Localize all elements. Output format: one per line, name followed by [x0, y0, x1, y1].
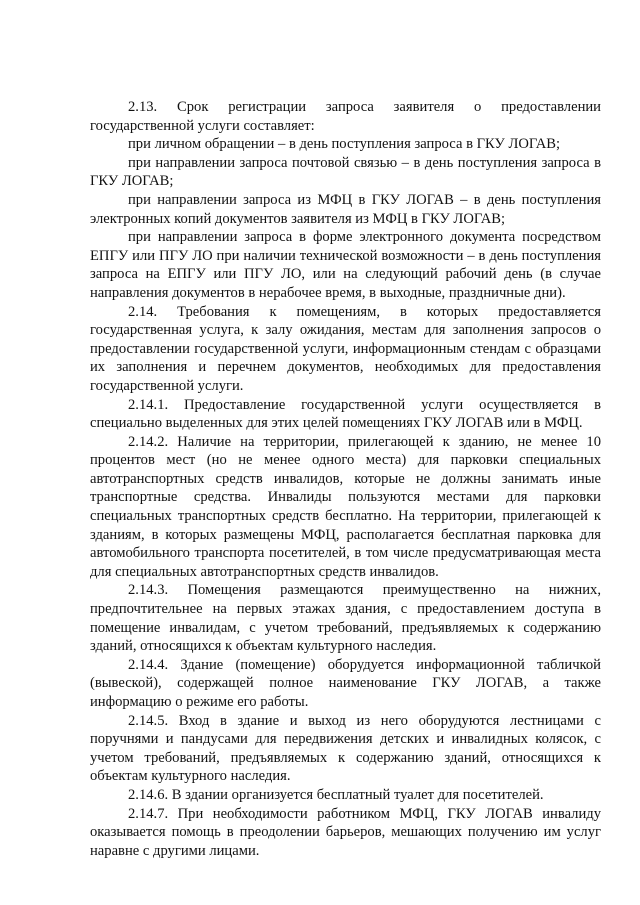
paragraph-2-14-1: 2.14.1. Предоставление государственной услуги осуществляется в специально выделенных для этих целей помещениях ГКУ ЛОГАВ или в МФЦ.	[90, 396, 601, 432]
paragraph-postal-request: при направлении запроса почтовой связью – в день поступления запроса в ГКУ ЛОГАВ;	[90, 154, 601, 190]
paragraph-2-14-5: 2.14.5. Вход в здание и выход из него оборудуются лестницами с поручнями и пандусами для передвижения детских и инвалидных колясок, с учетом требований, предъявляемых к содержанию зданий, относящихся к объектам культурного наследия.	[90, 712, 601, 785]
paragraph-2-14-6: 2.14.6. В здании организуется бесплатный туалет для посетителей.	[128, 786, 544, 803]
paragraph-2-14-3: 2.14.3. Помещения размещаются преимущественно на нижних, предпочтительнее на первых этажах здания, с предоставлением доступа в помещение инвалидам, с учетом требований, предъявляемых к содержанию зданий, относящихся к объектам культурного наследия.	[90, 582, 601, 655]
paragraph-2-14-4: 2.14.4. Здание (помещение) оборудуется информационной табличкой (вывеской), содержащей полное наименование ГКУ ЛОГАВ, а также информацию о режиме его работы.	[90, 656, 601, 710]
paragraph-2-13: 2.13. Срок регистрации запроса заявителя о предоставлении государственной услуги составляет:	[90, 99, 601, 134]
paragraph-electronic-request: при направлении запроса в форме электронного документа посредством ЕПГУ или ПГУ ЛО при наличии технической возможности – в день поступления запроса на ЕПГУ или ПГУ ЛО, или на следующий рабочий день (в случае направления документов в нерабочее время, в выходные, праздничные дни).	[90, 229, 601, 301]
paragraph-mfc-request: при направлении запроса из МФЦ в ГКУ ЛОГАВ – в день поступления электронных копий документов заявителя из МФЦ в ГКУ ЛОГАВ;	[90, 191, 601, 227]
document-body	[90, 98, 601, 860]
paragraph-2-14-2: 2.14.2. Наличие на территории, прилегающей к зданию, не менее 10 процентов мест (но не менее одного места) для парковки специальных автотранспортных средств инвалидов, которые не должны занимать иные транспортные средства. Инвалиды пользуются местами для парковки специальных транспортных средств бесплатно. На территории, прилегающей к зданиям, в которых размещены МФЦ, располагается бесплатная парковка для автомобильного транспорта посетителей, в том числе предусматривающая места для специальных автотранспортных средств инвалидов.	[90, 433, 601, 580]
paragraph-personal-appeal: при личном обращении – в день поступления запроса в ГКУ ЛОГАВ;	[128, 136, 561, 153]
paragraph-2-14: 2.14. Требования к помещениям, в которых предоставляется государственная услуга, к залу ожидания, местам для заполнения запросов о предоставлении государственной услуги, информационным стендам с образцами их заполнения и перечнем документов, необходимых для предоставления государственной услуги.	[90, 303, 601, 394]
paragraph-2-14-7: 2.14.7. При необходимости работником МФЦ, ГКУ ЛОГАВ инвалиду оказывается помощь в преодолении барьеров, мешающих получению им услуг наравне с другими лицами.	[90, 805, 601, 859]
